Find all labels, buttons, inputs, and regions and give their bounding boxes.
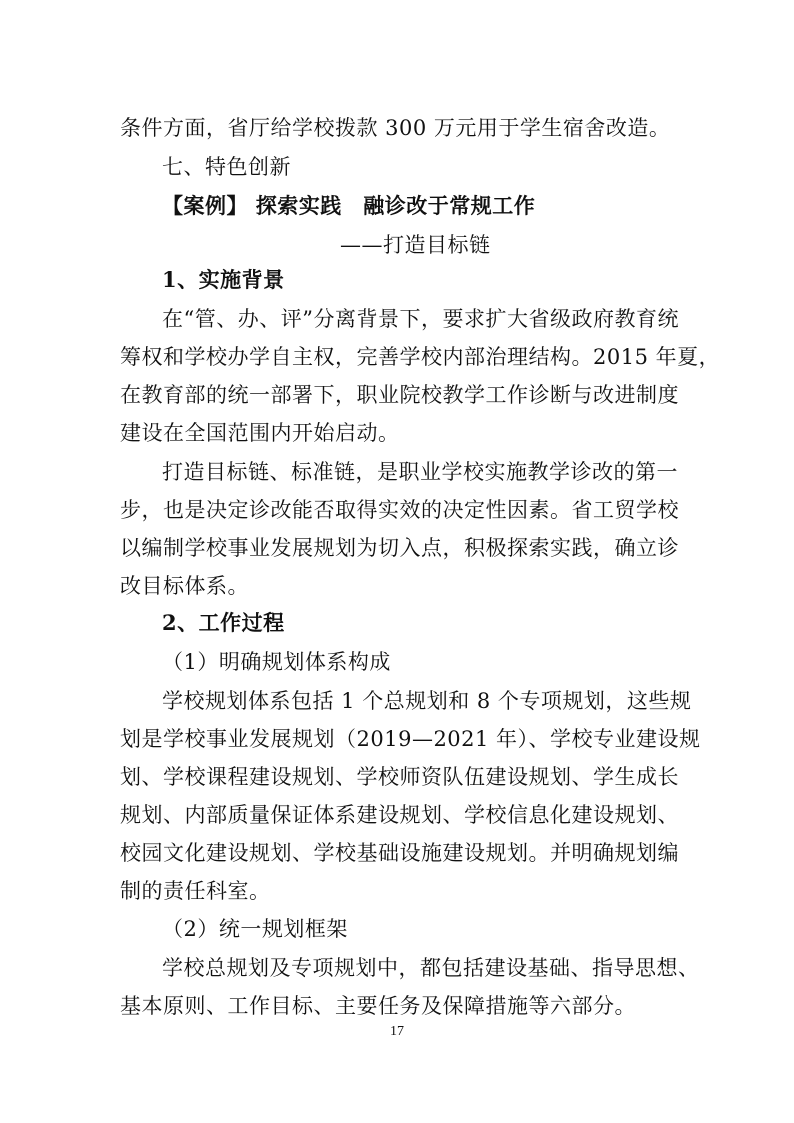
body-text-line: 制的责任科室。 — [120, 879, 271, 903]
body-text-line: 规划、内部质量保证体系建设规划、学校信息化建设规划、 — [120, 803, 679, 827]
body-text-line: 基本原则、工作目标、主要任务及保障措施等六部分。 — [120, 994, 636, 1018]
subsection-heading: 2、工作过程 — [162, 610, 285, 635]
body-text-line: 以编制学校事业发展规划为切入点，积极探索实践，确立诊 — [120, 536, 679, 560]
body-text-line: 划是学校事业发展规划（2019—2021 年）、学校专业建设规 — [120, 727, 701, 751]
body-text-line: 在“管、办、评”分离背景下，要求扩大省级政府教育统 — [162, 307, 679, 331]
section-heading: 七、特色创新 — [162, 155, 291, 179]
body-text-line: 学校总规划及专项规划中，都包括建设基础、指导思想、 — [162, 956, 700, 980]
item-heading: （1）明确规划体系构成 — [162, 650, 391, 674]
body-text-line: 打造目标链、标准链，是职业学校实施教学诊改的第一 — [162, 460, 678, 484]
page-number: 17 — [390, 1024, 404, 1039]
body-text-line: 在教育部的统一部署下，职业院校教学工作诊断与改进制度 — [120, 383, 679, 407]
subsection-heading: 1、实施背景 — [162, 267, 285, 292]
item-heading: （2）统一规划框架 — [162, 917, 348, 941]
body-text-line: 改目标体系。 — [120, 574, 249, 598]
body-text-line: 划、学校课程建设规划、学校师资队伍建设规划、学生成长 — [120, 765, 679, 789]
body-text-line: 建设在全国范围内开始启动。 — [120, 421, 400, 445]
body-text-line: 筹权和学校办学自主权，完善学校内部治理结构。2015 年夏， — [120, 345, 721, 369]
body-text-line: 条件方面，省厅给学校拨款 300 万元用于学生宿舍改造。 — [120, 116, 671, 140]
body-text-line: 学校规划体系包括 1 个总规划和 8 个专项规划，这些规 — [162, 689, 692, 713]
case-title: 【案例】 探索实践 融诊改于常规工作 — [162, 193, 536, 218]
case-subtitle: ——打造目标链 — [340, 233, 491, 257]
body-text-line: 步，也是决定诊改能否取得实效的决定性因素。省工贸学校 — [120, 498, 679, 522]
body-text-line: 校园文化建设规划、学校基础设施建设规划。并明确规划编 — [120, 841, 679, 865]
